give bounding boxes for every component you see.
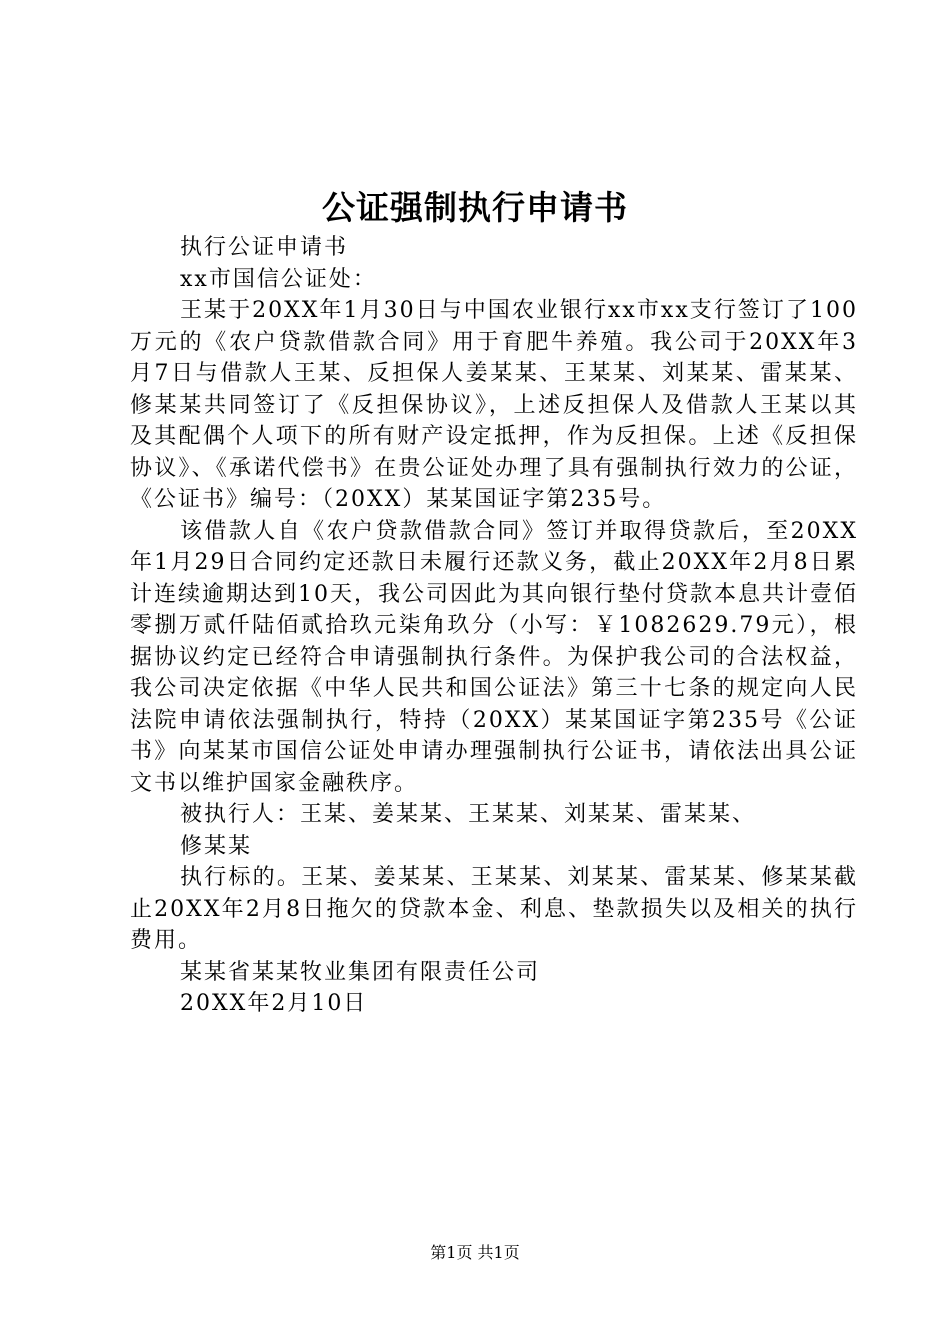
paragraph-execution-subject: 执行标的。王某、姜某某、王某某、刘某某、雷某某、修某某截止20XX年2月8日拖欠的贷款本金、利息、垫款损失以及相关的执行费用。 xyxy=(130,865,858,953)
paragraph-background: 王某于20XX年1月30日与中国农业银行xx市xx支行签订了100万元的《农户贷款借款合同》用于育肥牛养殖。我公司于20XX年3月7日与借款人王某、反担保人姜某某、王某某、刘某某、雷某某、修某某共同签订了《反担保协议》，上述反担保人及借款人王某以其及其配偶个人项下的所有财产设定抵押，作为反担保。上述《反担保协议》、《承诺代偿书》在贵公证处办理了具有强制执行效力的公证，《公证书》编号：（20XX）某某国证字第235号。 xyxy=(130,298,858,512)
document-body xyxy=(130,232,858,1020)
paragraph-default-details: 该借款人自《农户贷款借款合同》签订并取得贷款后，至20XX年1月29日合同约定还款日未履行还款义务，截止20XX年2月8日累计连续逾期达到10天，我公司因此为其向银行垫付贷款本息共计壹佰零捌万贰仟陆佰贰拾玖元柒角玖分（小写：￥1082629.79元），根据协议约定已经符合申请强制执行条件。为保护我公司的合法权益，我公司决定依据《中华人民共和国公证法》第三十七条的规定向人民法院申请依法强制执行，特持（20XX）某某国证字第235号《公证书》向某某市国信公证处申请办理强制执行公证书，请依法出具公证文书以维护国家金融秩序。 xyxy=(130,518,858,796)
document-title: 公证强制执行申请书 xyxy=(322,188,628,227)
paragraph-addressee: xx市国信公证处： xyxy=(180,266,377,292)
paragraph-signatory: 某某省某某牧业集团有限责任公司 xyxy=(180,959,541,985)
page-footer: 第1页 共1页 xyxy=(430,1243,520,1262)
paragraph-date: 20XX年2月10日 xyxy=(180,991,368,1016)
paragraph-respondents-continued: 修某某 xyxy=(180,833,253,859)
paragraph-heading: 执行公证申请书 xyxy=(180,235,349,260)
paragraph-respondents: 被执行人：王某、姜某某、王某某、刘某某、雷某某、 xyxy=(180,802,757,827)
